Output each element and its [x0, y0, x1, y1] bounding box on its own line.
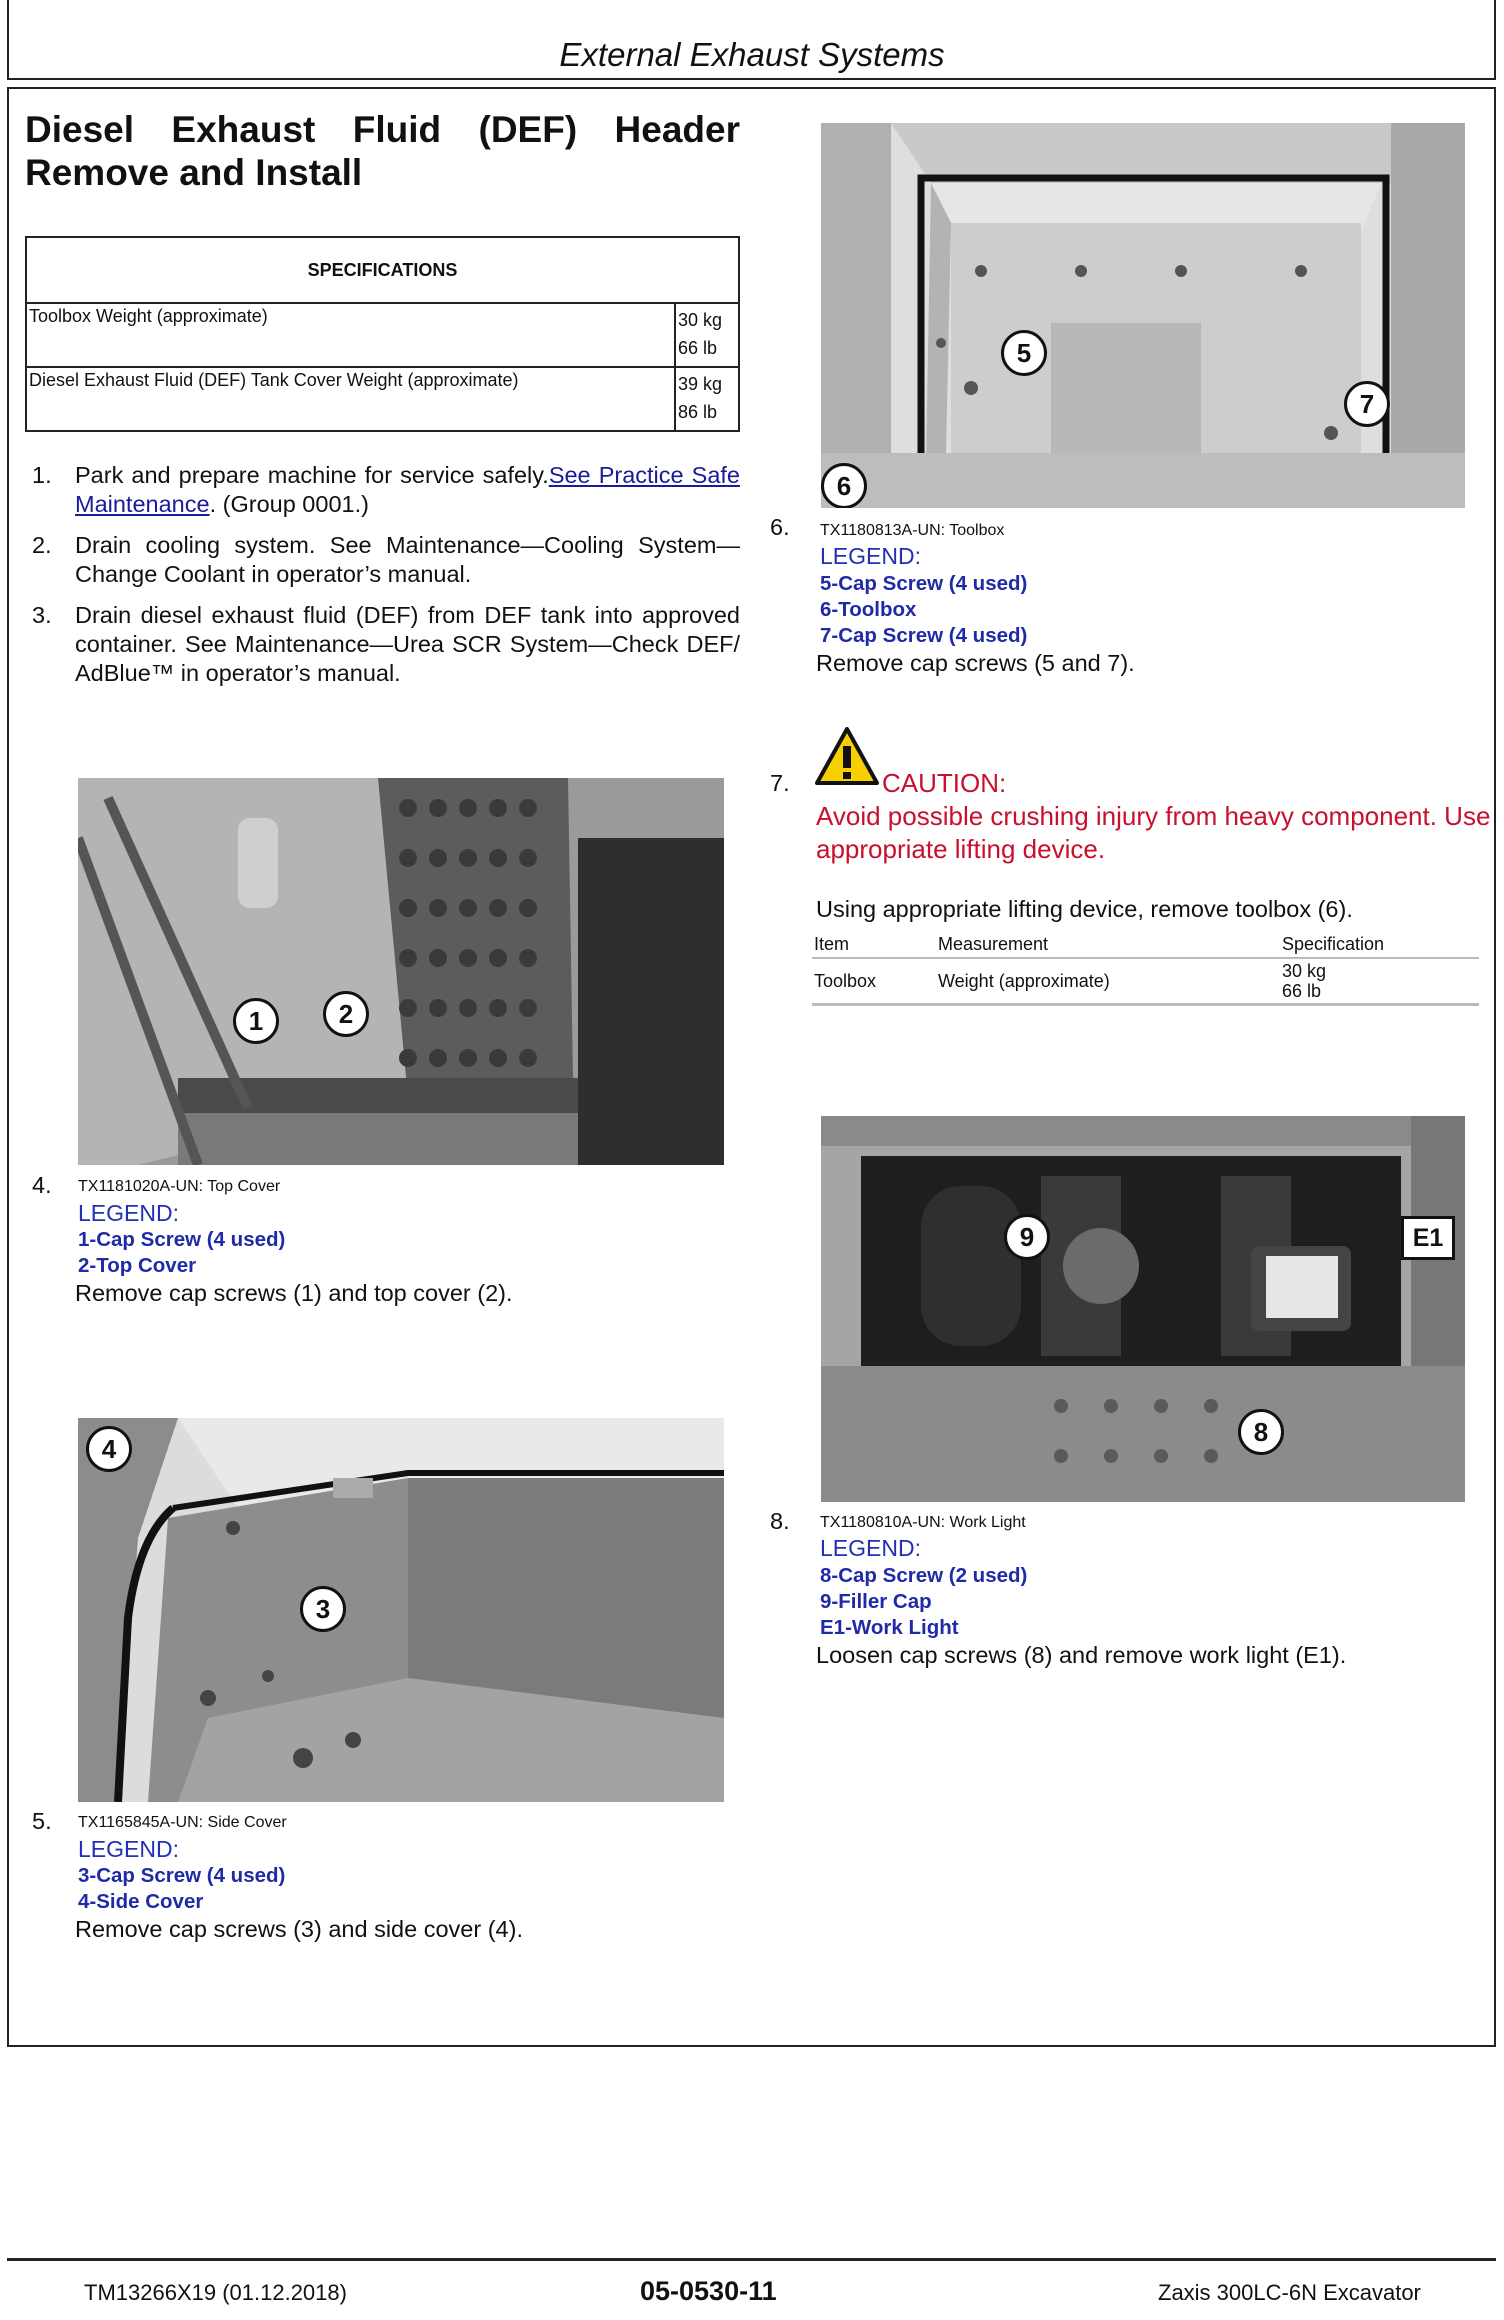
- callout-3: 3: [300, 1586, 346, 1632]
- table-row: [26, 303, 739, 367]
- step-number: 2.: [32, 532, 52, 558]
- callout-4: 4: [86, 1426, 132, 1472]
- step-6-number: 6.: [770, 514, 790, 540]
- spec-value-lb: 86 lb: [678, 402, 718, 422]
- legend-item: 6-Toolbox: [820, 598, 917, 621]
- step-text: Remove cap screws (5 and 7).: [816, 650, 1135, 676]
- legend-item: 4-Side Cover: [78, 1890, 204, 1913]
- callout-9: 9: [1004, 1214, 1050, 1260]
- callout-e1: E1: [1401, 1216, 1455, 1260]
- figure-caption: TX1180810A-UN: Work Light: [820, 1514, 1026, 1531]
- top-cover-photo: [78, 778, 724, 1165]
- spec-value-kg: 39 kg: [678, 374, 723, 394]
- step-text: Remove cap screws (1) and top cover (2).: [75, 1280, 513, 1306]
- column-header: Measurement: [936, 932, 1280, 958]
- table-row: [812, 958, 1479, 1005]
- figure-caption: TX1165845A-UN: Side Cover: [78, 1814, 287, 1831]
- step-number: 3.: [32, 602, 52, 628]
- callout-2: 2: [323, 991, 369, 1037]
- step-text: Remove cap screws (3) and side cover (4).: [75, 1916, 523, 1942]
- legend-item: E1-Work Light: [820, 1616, 959, 1639]
- warning-triangle-icon: [814, 726, 880, 786]
- spec-value: [675, 303, 739, 367]
- practice-safe-maintenance-link[interactable]: See Practice Safe Maintenance: [75, 462, 740, 517]
- figure-caption: TX1181020A-UN: Top Cover: [78, 1178, 281, 1195]
- step-number: 1.: [32, 462, 52, 488]
- step-4-number: 4.: [32, 1172, 52, 1198]
- spec-label: Toolbox Weight (approximate): [26, 303, 675, 367]
- column-header: Specification: [1280, 932, 1479, 958]
- callout-7: 7: [1344, 381, 1390, 427]
- table-header-row: [812, 932, 1479, 958]
- page-title-line1: Diesel Exhaust Fluid (DEF) Header: [25, 109, 740, 150]
- legend-item: 5-Cap Screw (4 used): [820, 572, 1028, 595]
- legend-item: 2-Top Cover: [78, 1254, 197, 1277]
- step-text: Drain cooling system. See Maintenance—Cooling System—Change Coolant in operator’s manual.: [75, 532, 740, 587]
- legend-heading: LEGEND:: [78, 1836, 179, 1862]
- step-8-number: 8.: [770, 1508, 790, 1534]
- spec-value-lb: 66 lb: [678, 338, 718, 358]
- legend-heading: LEGEND:: [78, 1200, 179, 1226]
- page-title: [25, 108, 740, 194]
- callout-1: 1: [233, 998, 279, 1044]
- step-text: Drain diesel exhaust fluid (DEF) from DEF tank into approved container. See Maintenance—Urea SCR System—Check DEF/ AdBlue™ in operator’s manual.: [75, 602, 740, 686]
- spec-value-kg: 30 kg: [678, 310, 723, 330]
- footer-page-number: 05-0530-11: [640, 2276, 777, 2306]
- step-7-number: 7.: [770, 770, 790, 796]
- callout-6: 6: [821, 463, 867, 508]
- cell-item: Toolbox: [812, 958, 936, 1005]
- side-cover-photo: [78, 1418, 724, 1802]
- footer-document-id: TM13266X19 (01.12.2018): [84, 2280, 347, 2305]
- step-1: [32, 461, 742, 521]
- legend-heading: LEGEND:: [820, 543, 921, 569]
- step-2: [32, 531, 742, 591]
- legend-item: 3-Cap Screw (4 used): [78, 1864, 286, 1887]
- toolbox-photo: [821, 123, 1465, 508]
- footer-machine-name: Zaxis 300LC-6N Excavator: [1158, 2280, 1421, 2305]
- callout-5: 5: [1001, 330, 1047, 376]
- step-3: [32, 601, 742, 691]
- step-text: Using appropriate lifting device, remove toolbox (6).: [816, 896, 1353, 922]
- specifications-table: [25, 236, 740, 432]
- step-text: Loosen cap screws (8) and remove work light (E1).: [816, 1642, 1347, 1668]
- cell-measurement: Weight (approximate): [936, 958, 1280, 1005]
- callout-8: 8: [1238, 1409, 1284, 1455]
- work-light-photo: [821, 1116, 1465, 1502]
- legend-heading: LEGEND:: [820, 1535, 921, 1561]
- legend-item: 8-Cap Screw (2 used): [820, 1564, 1028, 1587]
- step-5-number: 5.: [32, 1808, 52, 1834]
- figure-caption: TX1180813A-UN: Toolbox: [820, 522, 1005, 539]
- toolbox-illustration: [821, 123, 1465, 508]
- top-cover-illustration: [78, 778, 724, 1165]
- page-header-title: External Exhaust Systems: [559, 36, 945, 73]
- legend-item: 1-Cap Screw (4 used): [78, 1228, 286, 1251]
- legend-item: 9-Filler Cap: [820, 1590, 932, 1613]
- side-cover-illustration: [78, 1418, 724, 1802]
- spec-value: [675, 367, 739, 431]
- caution-label: CAUTION:: [882, 768, 1007, 798]
- legend-item: 7-Cap Screw (4 used): [820, 624, 1028, 647]
- page-title-line2: Remove and Install: [25, 152, 363, 193]
- cell-specification: 30 kg 66 lb: [1280, 958, 1479, 1005]
- work-light-illustration: [821, 1116, 1465, 1502]
- measurement-table: [812, 932, 1479, 1006]
- column-header: Item: [812, 932, 936, 958]
- specifications-heading: SPECIFICATIONS: [26, 237, 739, 303]
- footer-divider: [7, 2258, 1496, 2261]
- caution-text: Avoid possible crushing injury from heavy component. Use appropriate lifting device.: [816, 801, 1491, 864]
- step-text: Park and prepare machine for service safely.See Practice Safe Maintenance. (Group 0001.): [75, 462, 740, 517]
- spec-label: Diesel Exhaust Fluid (DEF) Tank Cover Weight (approximate): [26, 367, 675, 431]
- table-row: [26, 367, 739, 431]
